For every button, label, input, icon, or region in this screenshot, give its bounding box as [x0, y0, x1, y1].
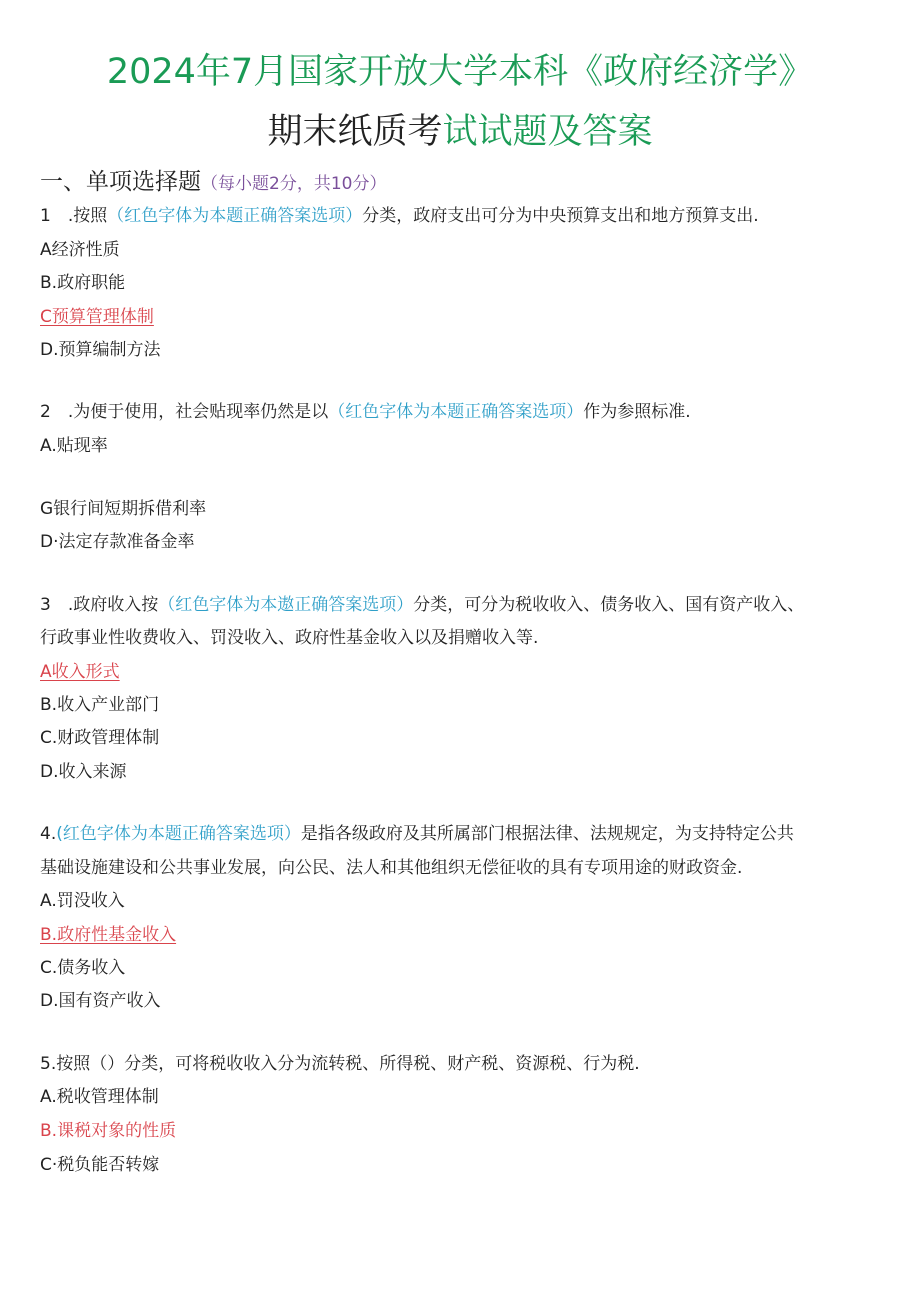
question-2-suffix: 作为参照标准.	[583, 402, 691, 422]
section-heading-note: （每小题2分，共10分）	[201, 174, 387, 194]
question-5-stem: 5.按照（）分类，可将税收收入分为流转税、所得税、财产税、资源税、行为税.	[40, 1054, 640, 1074]
document-title-line2	[0, 110, 920, 154]
question-5-option-c: C·税负能否转嫁	[40, 1155, 160, 1175]
question-1-option-c-correct	[40, 304, 154, 330]
section-heading	[40, 166, 386, 200]
question-1-option-b: B.政府职能	[40, 273, 126, 293]
question-5-option-b-correct	[40, 1118, 176, 1144]
question-4-stem-line2: 基础设施建设和公共事业发展，向公民、法人和其他组织无偿征收的具有专项用途的财政资金.	[40, 858, 743, 878]
question-4-option-c: C.债务收入	[40, 958, 126, 978]
question-2-option-d: D·法定存款准备金率	[40, 532, 195, 552]
question-4-hint: (红色字体为本题正确答案选项）	[56, 824, 301, 844]
question-3-prefix: 3 .政府收入按	[40, 595, 159, 615]
question-2-hint: （红色字体为本题正确答案选项）	[328, 402, 584, 422]
question-2-stem	[40, 399, 691, 425]
question-1-stem	[40, 203, 759, 229]
question-1-option-d: D.预算编制方法	[40, 340, 161, 360]
question-3-stem	[40, 592, 804, 618]
question-5-option-a: A.税收管理体制	[40, 1087, 159, 1107]
question-1-suffix: 分类，政府支出可分为中央预算支出和地方预算支出.	[362, 206, 759, 226]
question-2-option-a: A.贴现率	[40, 436, 108, 456]
question-4-prefix: 4.	[40, 824, 57, 844]
question-1-option-a: A经济性质	[40, 240, 120, 260]
question-4-option-d: D.国有资产收入	[40, 991, 161, 1011]
section-heading-text: 一、单项选择题	[40, 169, 201, 195]
question-4-suffix: 是指各级政府及其所属部门根据法律、法规规定，为支持特定公共	[300, 824, 794, 844]
question-3-option-b: B.收入产业部门	[40, 695, 160, 715]
title-line2-green: 试试题及答案	[442, 112, 653, 152]
question-1-hint: （红色字体为本题正确答案选项）	[107, 206, 363, 226]
question-4-stem	[40, 821, 794, 847]
question-2-option-c: G银行间短期拆借利率	[40, 499, 207, 519]
title-line2-dark: 期末纸质考	[267, 112, 443, 152]
question-3-suffix: 分类，可分为税收收入、债务收入、国有资产收入、	[413, 595, 805, 615]
question-5-correct-answer: B.课税对象的性质	[40, 1121, 177, 1141]
question-2-prefix: 2 .为便于使用，社会贴现率仍然是以	[40, 402, 329, 422]
question-1-correct-answer: C预算管理体制	[40, 307, 154, 327]
question-4-correct-answer: B.政府性基金收入	[40, 925, 177, 945]
question-3-stem-line2: 行政事业性收费收入、罚没收入、政府性基金收入以及捐赠收入等.	[40, 628, 539, 648]
question-4-option-a: A.罚没收入	[40, 891, 125, 911]
question-3-hint: （红色字体为本遨正确答案选项）	[158, 595, 414, 615]
question-3-correct-answer: A收入形式	[40, 662, 120, 682]
document-title-line1: 2024年7月国家开放大学本科《政府经济学》	[106, 52, 814, 92]
question-4-option-b-correct	[40, 922, 176, 948]
question-3-option-c: C.财政管理体制	[40, 728, 160, 748]
question-3-option-d: D.收入来源	[40, 762, 127, 782]
question-3-option-a-correct	[40, 659, 120, 685]
question-1-prefix: 1 .按照	[40, 206, 108, 226]
